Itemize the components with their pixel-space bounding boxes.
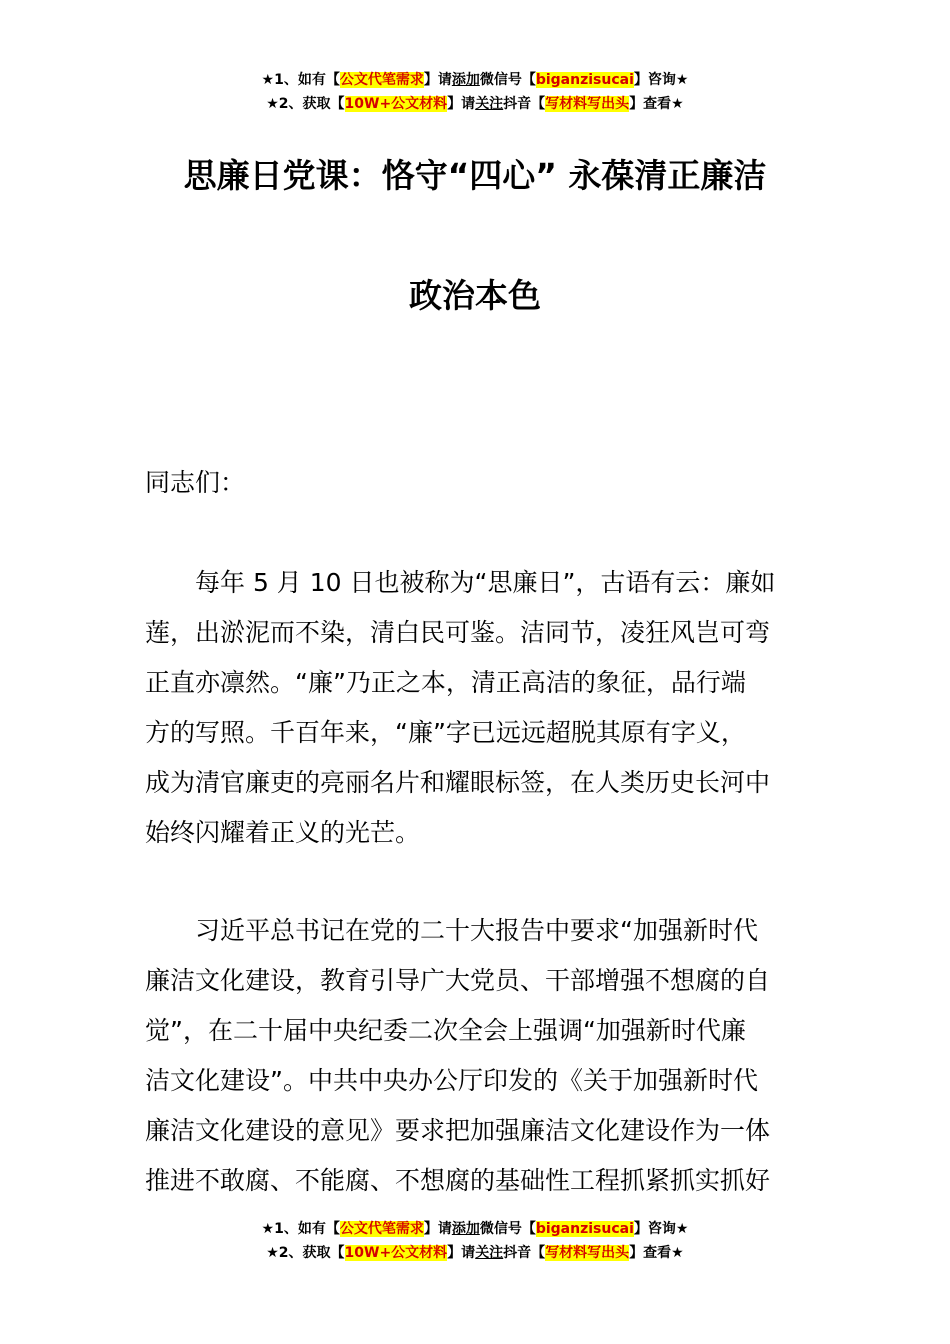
banner-underlined: 添加 [451, 1221, 480, 1237]
banner-text: 】咨询★ [633, 72, 689, 88]
paragraph-line: 莲，出淤泥而不染，清白民可鉴。洁同节，凌狂风岂可弯 [145, 618, 771, 647]
banner-highlight: 公文代笔需求 [339, 72, 424, 88]
paragraph-line: 习近平总书记在党的二十大报告中要求“加强新时代 [195, 916, 758, 945]
banner-text: 抖音【 [503, 96, 546, 112]
banner-text: ★2、获取【 [266, 96, 345, 112]
paragraph-line: 推进不敢腐、不能腐、不想腐的基础性工程抓紧抓实抓好 [145, 1166, 771, 1195]
banner-text: 】查看★ [629, 96, 684, 112]
banner-text: ★2、获取【 [266, 1245, 345, 1261]
header-banner [0, 68, 950, 116]
banner-underlined: 关注 [475, 96, 504, 112]
banner-text: ★1、如有【 [261, 72, 340, 88]
document-title-line-1: 思廉日党课：恪守“四心” 永葆清正廉洁 [183, 156, 767, 195]
banner-highlight: 写材料写出头 [545, 96, 630, 112]
banner-highlight: biganzisucai [535, 1221, 634, 1237]
banner-highlight: 10W+公文材料 [344, 96, 448, 112]
paragraph-line: 每年 5 月 10 日也被称为“思廉日”，古语有云：廉如 [195, 568, 776, 597]
banner-text: 】请 [447, 96, 476, 112]
banner-line-1 [0, 68, 950, 92]
paragraph-line: 廉洁文化建设，教育引导广大党员、干部增强不想腐的自 [145, 966, 771, 995]
paragraph-line: 成为清官廉吏的亮丽名片和耀眼标签，在人类历史长河中 [145, 768, 771, 797]
paragraph-line: 正直亦凛然。“廉”乃正之本，清正高洁的象征，品行端 [145, 668, 746, 697]
banner-underlined: 添加 [451, 72, 480, 88]
banner-line-2 [0, 1241, 950, 1265]
paragraph-line: 始终闪耀着正义的光芒。 [145, 818, 421, 847]
paragraph-line: 廉洁文化建设的意见》要求把加强廉洁文化建设作为一体 [145, 1116, 771, 1145]
banner-highlight: 公文代笔需求 [339, 1221, 424, 1237]
document-title-line-2: 政治本色 [409, 276, 541, 315]
paragraph-1 [145, 558, 807, 858]
banner-text: 微信号【 [479, 72, 536, 88]
banner-text: 】请 [423, 1221, 452, 1237]
paragraph-line: 觉”，在二十届中央纪委二次全会上强调“加强新时代廉 [145, 1016, 746, 1045]
banner-text: 】查看★ [629, 1245, 684, 1261]
banner-text: 】请 [447, 1245, 476, 1261]
paragraph-line: 洁文化建设”。中共中央办公厅印发的《关于加强新时代 [145, 1066, 758, 1095]
banner-text: 微信号【 [479, 1221, 536, 1237]
banner-text: 】咨询★ [633, 1221, 689, 1237]
paragraph-2 [145, 906, 807, 1206]
banner-highlight: 写材料写出头 [545, 1245, 630, 1261]
salutation: 同志们： [145, 468, 246, 497]
banner-underlined: 关注 [475, 1245, 504, 1261]
banner-text: 抖音【 [503, 1245, 546, 1261]
banner-highlight: 10W+公文材料 [344, 1245, 448, 1261]
banner-line-2 [0, 92, 950, 116]
banner-text: 】请 [423, 72, 452, 88]
banner-line-1 [0, 1217, 950, 1241]
banner-text: ★1、如有【 [261, 1221, 340, 1237]
paragraph-line: 方的写照。千百年来，“廉”字已远远超脱其原有字义， [145, 718, 746, 747]
footer-banner [0, 1217, 950, 1265]
banner-highlight: biganzisucai [535, 72, 634, 88]
